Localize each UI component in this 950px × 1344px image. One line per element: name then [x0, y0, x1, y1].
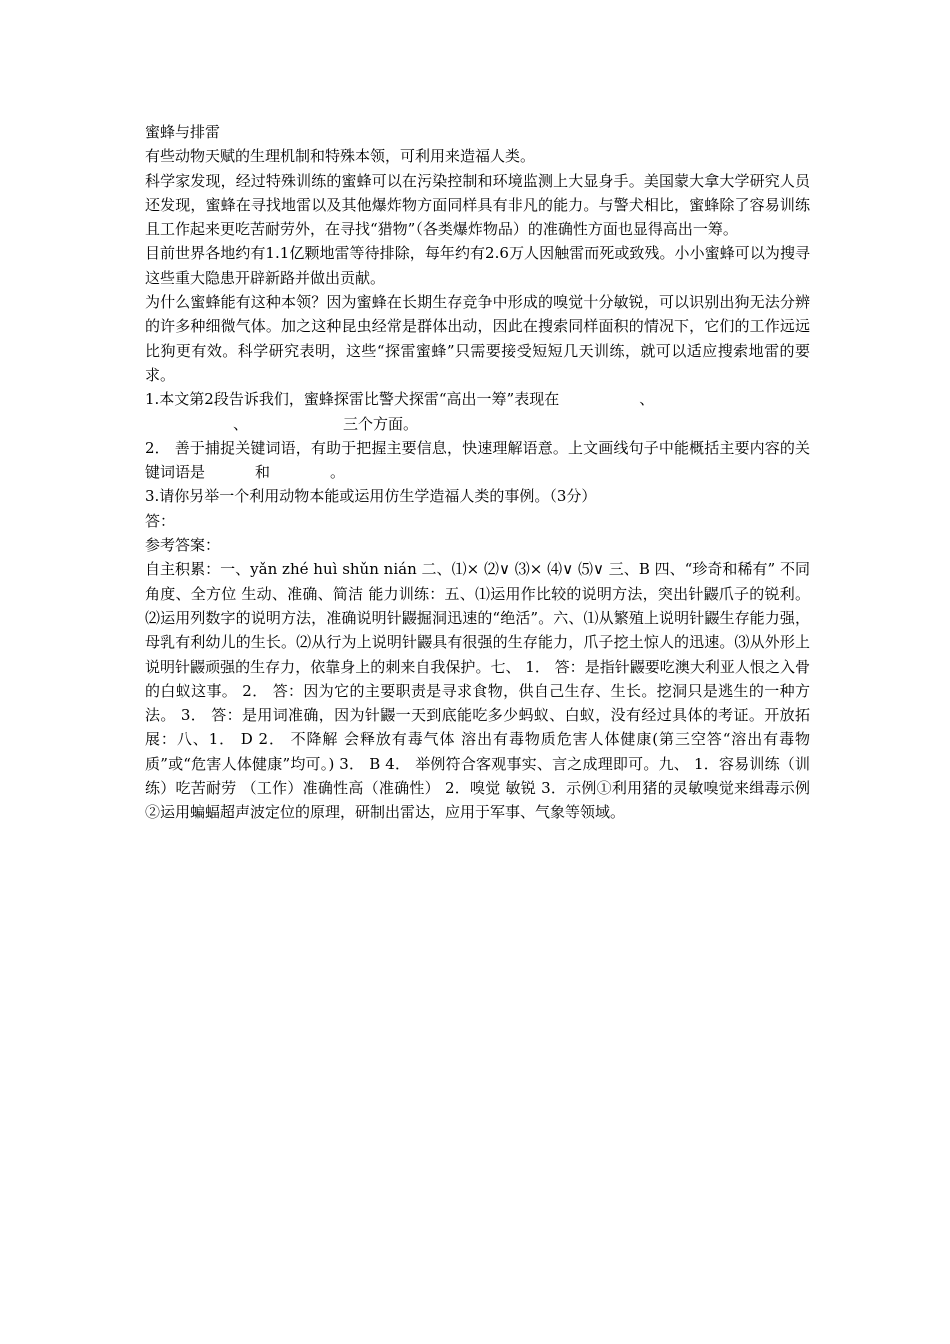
reference-answer: 自主积累：一、yǎn zhé huì shǔn nián 二、⑴× ⑵∨ ⑶× ⑷∨ ⑸∨ 三、B 四、“珍奇和稀有” 不同角度、全方位 生动、准确、简洁 能力训练：五、⑴运用作比较的说明方法，突出针鼹爪子的锐利。⑵运用列数字的说明方法，准确说明针鼹掘洞迅速的“绝活”。六、⑴从繁殖上说明针鼹生存能力强，母乳有利幼儿的生长。⑵从行为上说明针鼹具有很强的生存能力，爪子挖土惊人的迅速。⑶从外形上说明针鼹顽强的生存力，依靠身上的刺来自我保护。七、 1． 答：是指针鼹要吃澳大利亚人恨之入骨的白蚁这事。 2． 答：因为它的主要职责是寻求食物，供自己生存、生长。挖洞只是逃生的一种方法。 3． 答：是用词准确，因为针鼹一天到底能吃多少蚂蚁、白蚁，没有经过具体的考证。开放拓展：八、1． D 2． 不降解 会释放有毒气体 溶出有毒物质危害人体健康(第三空答“溶出有毒物质”或“危害人体健康”均可。) 3． B 4． 举例符合客观事实、言之成理即可。九、 1．容易训练（训练）吃苦耐劳 （工作）准确性高（准确性） 2．嗅觉 敏锐 3．示例①利用猪的灵敏嗅觉来缉毒示例 ②运用蝙蝠超声波定位的原理，研制出雷达，应用于军事、气象等领域。	[145, 560, 810, 822]
question-1-sep: 、	[233, 414, 249, 433]
document-title: 蜜蜂与排雷	[145, 123, 221, 141]
question-2-text: 2． 善于捕捉关键词语，有助于把握主要信息，快速理解语意。上文画线句子中能概括主要内容的关键词语是	[145, 438, 810, 482]
paragraph-3: 目前世界各地约有1.1亿颗地雷等待排除，每年约有2.6万人因触雷而死或致残。小小蜜蜂可以为搜寻这些重大隐患开辟新路并做出贡献。	[145, 244, 810, 287]
question-2	[145, 436, 810, 485]
question-1	[145, 387, 810, 436]
answer-label: 答：	[145, 511, 176, 530]
question-2-and: 和	[255, 463, 271, 482]
paragraph-4: 为什么蜜蜂能有这种本领？因为蜜蜂在长期生存竞争中形成的嗅觉十分敏锐，可以识别出狗无法分辨的许多种细微气体。加之这种昆虫经常是群体出动，因此在搜索同样面积的情况下，它们的工作远远比狗更有效。科学研究表明，这些“探雷蜜蜂”只需要接受短短几天训练，就可以适应搜索地雷的要求。	[145, 293, 810, 384]
question-2-end: 。	[330, 463, 346, 482]
reference-label: 参考答案：	[145, 536, 221, 555]
question-3: 3.请你另举一个利用动物本能或运用仿生学造福人类的事例。（3分）	[145, 487, 597, 506]
question-1-sep: 、	[639, 390, 655, 409]
paragraph-2: 科学家发现，经过特殊训练的蜜蜂可以在污染控制和环境监测上大显身手。美国蒙大拿大学研究人员还发现，蜜蜂在寻找地雷以及其他爆炸物方面同样具有非凡的能力。与警犬相比，蜜蜂除了容易训练且工作起来更吃苦耐劳外，在寻找“猎物”（各类爆炸物品）的准确性方面也显得高出一筹。	[145, 171, 810, 239]
paragraph-1: 有些动物天赋的生理机制和特殊本领，可利用来造福人类。	[145, 147, 536, 166]
question-1-tail: 三个方面。	[343, 414, 419, 433]
document-page	[145, 120, 810, 825]
question-1-text: 1.本文第2段告诉我们，蜜蜂探雷比警犬探雷“高出一筹”表现在	[145, 390, 560, 409]
